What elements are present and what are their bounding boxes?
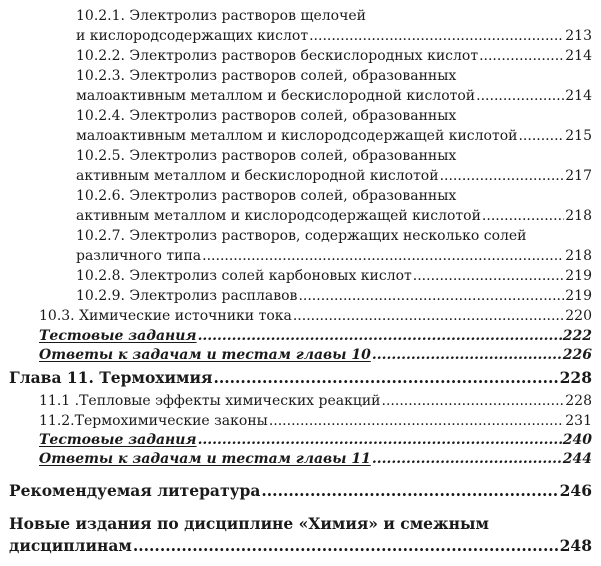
toc-entry-title-line: малоактивным металлом и бескислородной кислотой (76, 88, 476, 104)
page-number: 220 (565, 308, 592, 324)
toc-entry-11-1[interactable] (39, 391, 592, 411)
dot-leader (133, 535, 559, 557)
dot-leader (372, 345, 562, 365)
page-number: 215 (565, 128, 592, 144)
toc-entry-title: 10.2.9. Электролиз расплавов (76, 288, 298, 304)
toc-entry-10-2-8[interactable] (76, 266, 592, 286)
page-number: 214 (565, 48, 592, 64)
dot-leader (476, 86, 564, 106)
dot-leader (372, 449, 562, 469)
dot-leader (298, 286, 564, 306)
toc-entry-10-2-5[interactable] (76, 146, 592, 186)
dot-leader (382, 391, 565, 411)
dot-leader (198, 430, 562, 450)
dot-leader (479, 46, 564, 66)
toc-entry-title: Ответы к задачам и тестам главы 11 (39, 451, 371, 467)
toc-entry-new-editions[interactable] (9, 513, 592, 557)
toc-entry-10-2-3[interactable] (76, 66, 592, 106)
page-number: 218 (565, 208, 592, 224)
toc-entry-title-line: малоактивным металлом и кислородсодержащей кислотой (76, 128, 518, 144)
toc-entry-title: 10.2.8. Электролиз солей карбоновых кислот (76, 268, 412, 284)
toc-entry-10-3[interactable] (39, 306, 592, 326)
toc-entry-title: Глава 11. Термохимия (9, 368, 213, 387)
toc-entry-title: Тестовые задания (39, 432, 197, 448)
page-number: 218 (565, 248, 592, 264)
page-number: 228 (559, 368, 592, 387)
toc-entry-title: Рекомендуемая литература (9, 481, 261, 500)
dot-leader (413, 266, 564, 286)
toc-entry-11-2[interactable] (39, 411, 592, 431)
toc-entry-title: 10.3. Химические источники тока (39, 308, 292, 324)
toc-entry-title-line: 10.2.6. Электролиз растворов солей, образованных (76, 188, 457, 204)
toc-entry-10-2-2[interactable] (76, 46, 592, 66)
toc-entry-10-2-4[interactable] (76, 106, 592, 146)
dot-leader (309, 26, 564, 46)
page-number: 214 (565, 88, 592, 104)
toc-entry-title-line: 10.2.3. Электролиз растворов солей, образованных (76, 68, 457, 84)
dot-leader (198, 326, 562, 346)
dot-leader (261, 480, 558, 502)
page-number: 219 (565, 268, 592, 284)
page-number: 246 (559, 481, 592, 500)
page-number: 222 (562, 328, 592, 344)
dot-leader (213, 367, 558, 389)
page-number: 240 (562, 432, 592, 448)
toc-entry-title-line: различного типа (76, 248, 202, 264)
page-number: 231 (565, 413, 592, 429)
toc-entry-title: 10.2.2. Электролиз растворов бескислородных кислот (76, 48, 479, 64)
page-number: 228 (565, 393, 592, 409)
toc-entry-title-line: Новые издания по дисциплине «Химия» и смежным (9, 514, 490, 533)
toc-entry-title: Тестовые задания (39, 328, 197, 344)
toc-entry-title: 11.1 .Тепловые эффекты химических реакций (39, 393, 381, 409)
page-number: 219 (565, 288, 592, 304)
toc-entry-tests-11[interactable] (39, 430, 592, 450)
page-number: 248 (559, 536, 592, 555)
toc-entry-title-line: дисциплинам (9, 536, 132, 555)
toc-entry-title-line: 10.2.1. Электролиз растворов щелочей (76, 8, 366, 24)
page-number: 213 (565, 28, 592, 44)
toc-entry-title: 11.2.Термохимические законы (39, 413, 268, 429)
toc-entry-title-line: и кислородсодержащих кислот (76, 28, 309, 44)
toc-entry-answers-11[interactable] (39, 449, 592, 469)
page-number: 244 (562, 451, 592, 467)
toc-entry-answers-10[interactable] (39, 345, 592, 365)
toc-entry-chapter-11[interactable] (9, 367, 592, 389)
page-number: 226 (562, 347, 592, 363)
dot-leader (518, 126, 564, 146)
dot-leader (440, 166, 565, 186)
toc-entry-title-line: 10.2.7. Электролиз растворов, содержащих несколько солей (76, 228, 527, 244)
toc-entry-10-2-1[interactable] (76, 6, 592, 46)
toc-entry-tests-10[interactable] (39, 326, 592, 346)
toc-entry-10-2-6[interactable] (76, 186, 592, 226)
toc-entry-title-line: активным металлом и бескислородной кислотой (76, 168, 439, 184)
page-number: 217 (565, 168, 592, 184)
toc-entry-title-line: активным металлом и кислородсодержащей кислотой (76, 208, 481, 224)
toc-entry-title: Ответы к задачам и тестам главы 10 (39, 347, 371, 363)
toc-entry-10-2-7[interactable] (76, 226, 592, 266)
toc-entry-title-line: 10.2.4. Электролиз растворов солей, образованных (76, 108, 457, 124)
toc-entry-title-line: 10.2.5. Электролиз растворов солей, образованных (76, 148, 457, 164)
dot-leader (482, 206, 564, 226)
dot-leader (269, 411, 564, 431)
toc-entry-10-2-9[interactable] (76, 286, 592, 306)
toc-entry-literature[interactable] (9, 480, 592, 502)
dot-leader (293, 306, 564, 326)
dot-leader (202, 246, 564, 266)
